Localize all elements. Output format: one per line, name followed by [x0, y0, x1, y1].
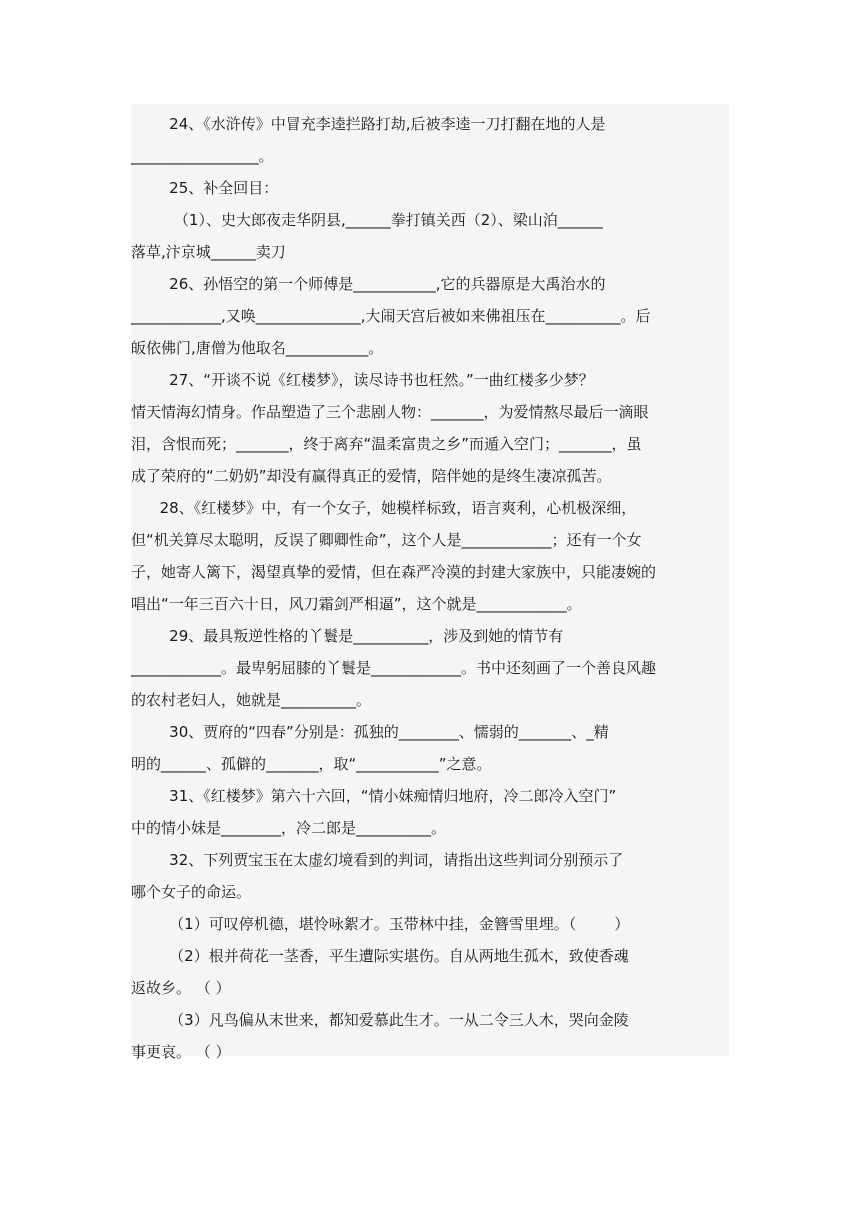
- q32-item-1: （1）可叹停机德，堪怜咏絮才。玉带林中挂，金簪雪里埋。（ ）: [131, 915, 630, 933]
- q24-line-2: _________________。: [131, 147, 274, 165]
- q32-item-3-line-1: （3）凡鸟偏从末世来，都知爱慕此生才。一从二令三人木，哭向金陵: [131, 1011, 629, 1029]
- q29-line-2: ____________。最卑躬屈膝的丫鬟是____________。书中还刻画了一个善良风趣: [131, 659, 657, 677]
- q27-line-4: 成了荣府的“二奶奶”却没有赢得真正的爱情，陪伴她的是终生凄凉孤苦。: [131, 467, 612, 485]
- q27-line-2: 情天情海幻情身。作品塑造了三个悲剧人物：_______，为爱情熬尽最后一滴眼: [131, 403, 649, 421]
- q32-item-2-line-2: 返故乡。 （ ）: [131, 979, 231, 997]
- q28-line-1: 28、《红楼梦》中，有一个女子，她模样标致，语言爽利，心机极深细，: [131, 499, 637, 517]
- q30-line-2: 明的______、孤僻的_______，取“___________”之意。: [131, 755, 492, 773]
- q32-item-2-line-1: （2）根并荷花一茎香，平生遭际实堪伤。自从两地生孤木，致使香魂: [131, 947, 629, 965]
- q32-line-1: 32、下列贾宝玉在太虚幻境看到的判词，请指出这些判词分别预示了: [131, 851, 624, 869]
- q32-item-3-line-2: 事更哀。 （ ）: [131, 1043, 231, 1061]
- q28-line-4: 唱出“一年三百六十日，风刀霜剑严相逼”，这个就是____________。: [131, 595, 582, 613]
- q24-line-1: 24、《水浒传》中冒充李逵拦路打劫,后被李逵一刀打翻在地的人是: [131, 115, 606, 133]
- q30-line-1: 30、贾府的“四春”分别是：孤独的________、懦弱的_______、_精: [131, 723, 609, 741]
- q25-line-1: （1）、史大郎夜走华阴县,______拳打镇关西（2）、梁山泊______: [131, 211, 603, 229]
- q31-line-2: 中的情小妹是________，冷二郎是__________。: [131, 819, 447, 837]
- q31-line-1: 31、《红楼梦》第六十六回，“情小妹痴情归地府，冷二郎冷入空门”: [131, 787, 617, 805]
- q25-heading: 25、补全回目：: [131, 179, 279, 197]
- q26-line-1: 26、孙悟空的第一个师傅是___________,它的兵器原是大禹治水的: [131, 275, 606, 293]
- q27-line-1: 27、“开谈不说《红楼梦》，读尽诗书也枉然。”一曲红楼多少梦？: [131, 371, 594, 389]
- q28-line-3: 子，她寄人篱下，渴望真挚的爱情，但在森严冷漠的封建大家族中，只能凄婉的: [131, 563, 657, 581]
- q28-line-2: 但“机关算尽太聪明，反误了卿卿性命”，这个人是____________；还有一个女: [131, 531, 642, 549]
- q26-line-2: ____________,又唤______________,大闹天宫后被如来佛祖压在__________。后: [131, 307, 651, 325]
- q29-line-1: 29、最具叛逆性格的丫鬟是__________，涉及到她的情节有: [131, 627, 564, 645]
- q29-line-3: 的农村老妇人，她就是__________。: [131, 691, 372, 709]
- q32-line-2: 哪个女子的命运。: [131, 883, 252, 901]
- q25-line-2: 落草,汴京城______卖刀: [131, 243, 286, 261]
- q26-line-3: 皈依佛门,唐僧为他取名___________。: [131, 339, 384, 357]
- q27-line-3: 泪，含恨而死；_______，终于离弃“温柔富贵之乡”而遁入空门；_______，虽: [131, 435, 642, 453]
